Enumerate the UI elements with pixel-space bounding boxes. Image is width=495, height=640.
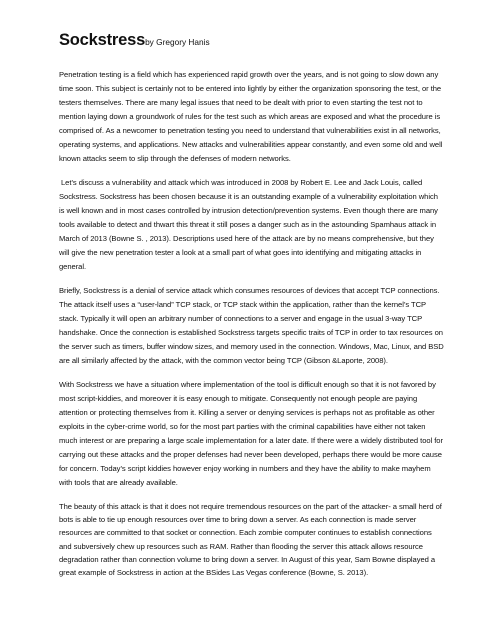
paragraph-threat-context: With Sockstress we have a situation where implementation of the tool is difficult enough so that it is not favored by most script-kiddies, and moreover it is easy enough to mitigate. Consequently not enough people are paying attention or protecting themselves from it. Killing a server or denying services is perhaps not as profitable as other exploits in the cyber-crime world, so for the most part parties with the criminal capabilities have either not taken much interest or are preparing a large scale implementation for a later date. If there were a widely distributed tool for carrying out these attacks and the proper defenses had never been developed, perhaps there would be more cause for concern. Today’s script kiddies however enjoy working in numbers and they have the ability to make mayhem with tools that are already available. <box>59 380 443 487</box>
paragraph-sockstress-history: Let’s discuss a vulnerability and attack which was introduced in 2008 by Robert E. Lee and Jack Louis, called Sockstress. Sockstress has been chosen because it is an outstanding example of a vulnerability exploitation which is well known and in most cases controlled by intrusion detection/prevention systems. Even though there are many tools available to detect and thwart this threat it still poses a danger such as in the astounding Spamhaus attack in March of 2013 (Bowne S. , 2013). Descriptions used here of the attack are by no means comprehensive, but they will give the new penetration tester a look at a small part of what goes into identifying and mitigating attacks in general. <box>59 178 438 271</box>
paragraph-attack-beauty: The beauty of this attack is that it does not require tremendous resources on the part of the attacker- a small herd of bots is able to tie up enough resources over time to bring down a server. As each connection is made server resources are committed to that socket or connection. Each zombie computer continues to establish connections and subversively chew up resources such as RAM. Rather than flooding the server this attack allows resource degradation rather than connection volume to bring down a server. In August of this year, Sam Bowne displayed a great example of Sockstress in action at the BSides Las Vegas conference (Bowne, S. 2013). <box>59 502 442 578</box>
paragraph-attack-description: Briefly, Sockstress is a denial of service attack which consumes resources of devices that accept TCP connections. The attack itself uses a “user-land” TCP stack, or TCP stack within the application, rather than the kernel’s TCP stack. Typically it will open an arbitrary number of connections to a server and engage in the usual 3-way TCP handshake. Once the connection is established Sockstress targets specific traits of TCP in order to tax resources on the server such as timers, buffer window sizes, and memory used in the connection. Windows, Mac, Linux, and BSD are all similarly affected by the attack, with the common vector being TCP (Gibson &Laporte, 2008). <box>59 286 444 365</box>
title-row <box>59 30 445 52</box>
paragraph-intro: Penetration testing is a field which has experienced rapid growth over the years, and is not going to slow down any time soon. This subject is certainly not to be entered into lightly by either the organization sponsoring the test, or the testers themselves. There are many legal issues that need to be dealt with prior to even starting the test not to mention laying down a groundwork of rules for the test such as which areas are exposed and what the procedure is comprised of. As a newcomer to penetration testing you need to understand that vulnerabilities exist in all networks, operating systems, and applications. New attacks and vulnerabilities appear constantly, and even some old and well known attacks seem to slip through the defenses of modern networks. <box>59 70 443 163</box>
document-title: Sockstress <box>59 31 146 49</box>
author-byline: by Gregory Hanis <box>145 37 210 47</box>
